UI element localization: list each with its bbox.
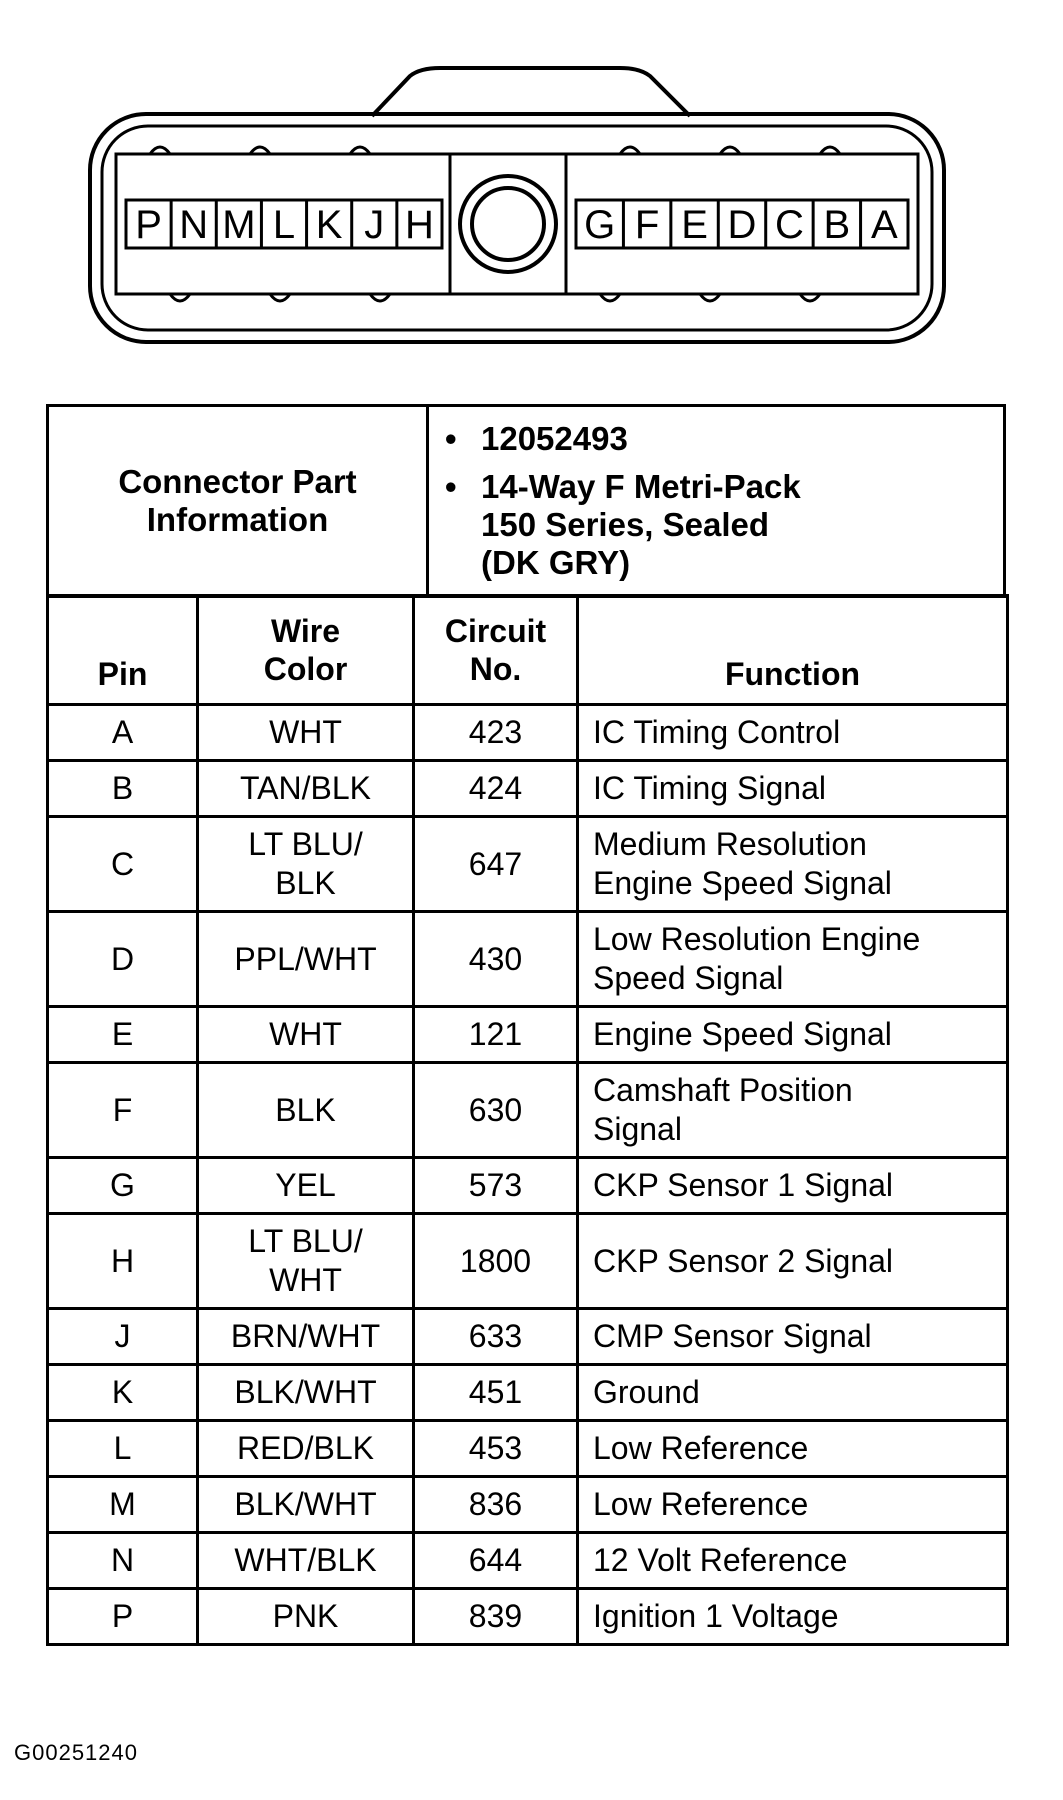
- pin-label-m: M: [222, 203, 256, 247]
- table-row: [48, 761, 1008, 817]
- header-pin: [48, 596, 198, 705]
- pin-cell-text: L: [113, 1430, 132, 1466]
- connector-latch-tab: [372, 68, 690, 116]
- circuit-no-cell: [414, 1309, 578, 1365]
- circuit-no-cell: [414, 817, 578, 912]
- function-cell: [578, 1158, 1008, 1214]
- function-cell: [578, 912, 1008, 1007]
- wire-color-cell: [198, 1365, 414, 1421]
- header-function-label: Function: [724, 656, 861, 692]
- pin-cell-text: K: [111, 1374, 134, 1410]
- function-cell: [578, 761, 1008, 817]
- pin-cell-text: D: [110, 940, 135, 977]
- pin-label-k: K: [315, 203, 343, 247]
- circuit-no-cell: [414, 1421, 578, 1477]
- pin-cell: [48, 1477, 198, 1533]
- wire-color-cell: [198, 1533, 414, 1589]
- pin-label-j: J: [364, 203, 385, 247]
- function-cell-text: Low Resolution Engine: [593, 921, 921, 957]
- function-cell: [578, 1309, 1008, 1365]
- connector-description-line3: (DK GRY): [481, 544, 631, 581]
- pin-cell-text: P: [111, 1598, 134, 1634]
- wire-color-cell-text: BLK/WHT: [234, 1374, 377, 1410]
- function-cell: [578, 1589, 1008, 1645]
- wire-color-cell: [198, 1477, 414, 1533]
- circuit-no-cell: [414, 1365, 578, 1421]
- function-cell-text: 12 Volt Reference: [593, 1542, 848, 1578]
- table-row: [48, 817, 1008, 912]
- header-circuit-no: [414, 596, 578, 705]
- function-cell: [578, 1007, 1008, 1063]
- function-cell: [578, 1533, 1008, 1589]
- pin-cell-text: G: [110, 1167, 135, 1203]
- wire-color-cell-text: LT BLU/: [248, 826, 363, 862]
- connector-part-info-table: [46, 404, 1006, 598]
- wire-color-cell-text: LT BLU/: [248, 1223, 363, 1259]
- connector-part-info-label: [48, 406, 428, 597]
- function-cell: [578, 1214, 1008, 1309]
- circuit-no-cell: [414, 1589, 578, 1645]
- pin-label-b: B: [823, 203, 851, 247]
- header-wire-color: [198, 596, 414, 705]
- wire-color-cell: [198, 1589, 414, 1645]
- wire-color-cell-text: RED/BLK: [237, 1430, 374, 1466]
- left-pin-labels: [135, 200, 434, 248]
- pin-label-a: A: [870, 203, 898, 247]
- table-row: [48, 1063, 1008, 1158]
- function-cell: [578, 1477, 1008, 1533]
- wire-color-cell-text: WHT: [269, 1016, 342, 1052]
- part-number: • 12052493: [481, 420, 628, 457]
- function-cell-text: Speed Signal: [593, 960, 784, 996]
- circuit-no-cell: [414, 1214, 578, 1309]
- circuit-no-cell-text: 647: [468, 845, 523, 882]
- function-cell-text: Medium Resolution: [593, 826, 867, 862]
- circuit-no-cell: [414, 705, 578, 761]
- pinout-table: [46, 594, 1009, 1646]
- pin-cell: [48, 1158, 198, 1214]
- pin-cell: [48, 1063, 198, 1158]
- circuit-no-cell: [414, 912, 578, 1007]
- circuit-no-cell-text: 644: [468, 1542, 523, 1578]
- function-cell-text: IC Timing Signal: [593, 770, 826, 806]
- wire-color-cell: [198, 912, 414, 1007]
- pin-cell-text: N: [110, 1542, 135, 1578]
- pin-cell: [48, 761, 198, 817]
- connector-description-item: [481, 468, 1002, 582]
- pin-cell-text: E: [111, 1016, 134, 1052]
- table-row: [48, 1533, 1008, 1589]
- wire-color-cell-text: YEL: [275, 1167, 336, 1203]
- wire-color-cell-text: TAN/BLK: [240, 770, 371, 806]
- pin-cell-text: M: [109, 1486, 136, 1522]
- wire-color-cell-text: BLK: [275, 865, 336, 901]
- header-circuit-line1: Circuit: [444, 613, 547, 649]
- wire-color-cell: [198, 1421, 414, 1477]
- info-label-line1: Connector Part: [118, 463, 357, 500]
- connector-housing-outer: [90, 114, 944, 342]
- circuit-no-cell: [414, 1477, 578, 1533]
- pin-cell-text: J: [114, 1318, 131, 1354]
- circuit-no-cell-text: 1800: [459, 1242, 532, 1279]
- function-cell-text: Camshaft Position: [593, 1072, 853, 1108]
- wire-color-cell-text: BLK/WHT: [234, 1486, 377, 1522]
- circuit-no-cell-text: 453: [468, 1430, 523, 1466]
- table-row: [48, 1309, 1008, 1365]
- circuit-no-cell-text: 839: [468, 1598, 523, 1634]
- pin-cell: [48, 1214, 198, 1309]
- circuit-no-cell: [414, 761, 578, 817]
- table-row: [48, 1589, 1008, 1645]
- wire-color-cell: [198, 1007, 414, 1063]
- circuit-no-cell: [414, 1158, 578, 1214]
- pin-cell: [48, 1533, 198, 1589]
- wire-color-cell: [198, 1309, 414, 1365]
- wire-color-cell-text: BLK: [275, 1091, 336, 1128]
- pin-cell: [48, 1365, 198, 1421]
- circuit-no-cell-text: 121: [468, 1016, 523, 1052]
- function-cell: [578, 1365, 1008, 1421]
- connector-diagram: [0, 0, 1063, 380]
- function-cell: [578, 1421, 1008, 1477]
- connector-description-line1: • 14-Way F Metri-Pack: [481, 468, 801, 505]
- circuit-no-cell: [414, 1533, 578, 1589]
- pin-label-g: G: [584, 203, 616, 247]
- connector-description-line2: 150 Series, Sealed: [481, 506, 770, 543]
- function-cell: [578, 817, 1008, 912]
- wire-color-cell-text: PPL/WHT: [234, 940, 377, 977]
- function-cell: [578, 705, 1008, 761]
- wire-color-cell-text: WHT: [269, 1262, 342, 1298]
- wire-color-cell: [198, 1214, 414, 1309]
- wire-color-cell: [198, 1158, 414, 1214]
- pin-label-n: N: [179, 203, 209, 247]
- connector-part-info-row: [48, 406, 1005, 597]
- figure-id: G00251240: [14, 1740, 138, 1765]
- part-number-item: [481, 420, 1002, 458]
- pin-cell: [48, 817, 198, 912]
- table-row: [48, 1421, 1008, 1477]
- pin-cell: [48, 1589, 198, 1645]
- pin-cell: [48, 1421, 198, 1477]
- pin-cell: [48, 1309, 198, 1365]
- circuit-no-cell-text: 424: [468, 770, 523, 806]
- wire-color-cell-text: PNK: [272, 1598, 339, 1634]
- wire-color-cell: [198, 1063, 414, 1158]
- pin-cell-text: B: [111, 770, 134, 806]
- circuit-no-cell-text: 451: [468, 1374, 523, 1410]
- pinout-header-row: [48, 596, 1008, 705]
- table-row: [48, 705, 1008, 761]
- pin-label-f: F: [634, 203, 660, 247]
- circuit-no-cell-text: 630: [468, 1091, 523, 1128]
- pin-cell: [48, 1007, 198, 1063]
- wire-color-cell: [198, 817, 414, 912]
- pin-label-l: L: [272, 203, 296, 247]
- circuit-no-cell-text: 836: [468, 1486, 523, 1522]
- locking-post-icon: [460, 176, 556, 272]
- table-row: [48, 1214, 1008, 1309]
- pin-cell: [48, 912, 198, 1007]
- circuit-no-cell-text: 430: [468, 940, 523, 977]
- table-row: [48, 1007, 1008, 1063]
- table-row: [48, 912, 1008, 1007]
- pin-label-d: D: [727, 203, 757, 247]
- function-cell-text: CKP Sensor 2 Signal: [593, 1242, 894, 1279]
- function-cell-text: CKP Sensor 1 Signal: [593, 1167, 894, 1203]
- circuit-no-cell-text: 423: [468, 714, 523, 750]
- wire-color-cell-text: WHT: [269, 714, 342, 750]
- wire-color-cell: [198, 761, 414, 817]
- part-info-list: [481, 420, 1002, 582]
- pin-cell-text: F: [112, 1091, 133, 1128]
- pin-label-p: P: [135, 203, 162, 247]
- info-label-line2: Information: [146, 501, 329, 538]
- function-cell: [578, 1063, 1008, 1158]
- right-pin-labels: [584, 200, 898, 248]
- function-cell-text: Ignition 1 Voltage: [593, 1598, 839, 1634]
- header-function: [578, 596, 1008, 705]
- pin-label-c: C: [774, 203, 804, 247]
- pin-label-e: E: [681, 203, 708, 247]
- pin-cell-text: C: [110, 845, 135, 882]
- pin-cell-text: H: [110, 1242, 135, 1279]
- connector-part-info-value: [428, 406, 1005, 597]
- function-cell-text: Low Reference: [593, 1486, 809, 1522]
- wire-color-cell: [198, 705, 414, 761]
- circuit-no-cell-text: 573: [468, 1167, 523, 1203]
- function-cell-text: Engine Speed Signal: [593, 865, 892, 901]
- wire-color-cell-text: BRN/WHT: [230, 1318, 381, 1354]
- table-row: [48, 1158, 1008, 1214]
- circuit-no-cell-text: 633: [468, 1318, 523, 1354]
- header-wire-line2: Color: [263, 651, 348, 687]
- wire-color-cell-text: WHT/BLK: [234, 1542, 377, 1578]
- function-cell-text: Signal: [593, 1111, 682, 1147]
- table-row: [48, 1365, 1008, 1421]
- function-cell-text: IC Timing Control: [593, 714, 841, 750]
- pin-cell-text: A: [111, 714, 134, 750]
- function-cell-text: Ground: [593, 1374, 700, 1410]
- function-cell-text: Low Reference: [593, 1430, 809, 1466]
- header-pin-label: Pin: [97, 656, 148, 692]
- header-circuit-line2: No.: [469, 651, 522, 687]
- pin-label-h: H: [404, 203, 434, 247]
- pin-cell: [48, 705, 198, 761]
- circuit-no-cell: [414, 1007, 578, 1063]
- function-cell-text: Engine Speed Signal: [593, 1016, 892, 1052]
- circuit-no-cell: [414, 1063, 578, 1158]
- header-wire-line1: Wire: [270, 613, 341, 649]
- table-row: [48, 1477, 1008, 1533]
- pinout-table-body: [48, 705, 1008, 1645]
- function-cell-text: CMP Sensor Signal: [593, 1318, 872, 1354]
